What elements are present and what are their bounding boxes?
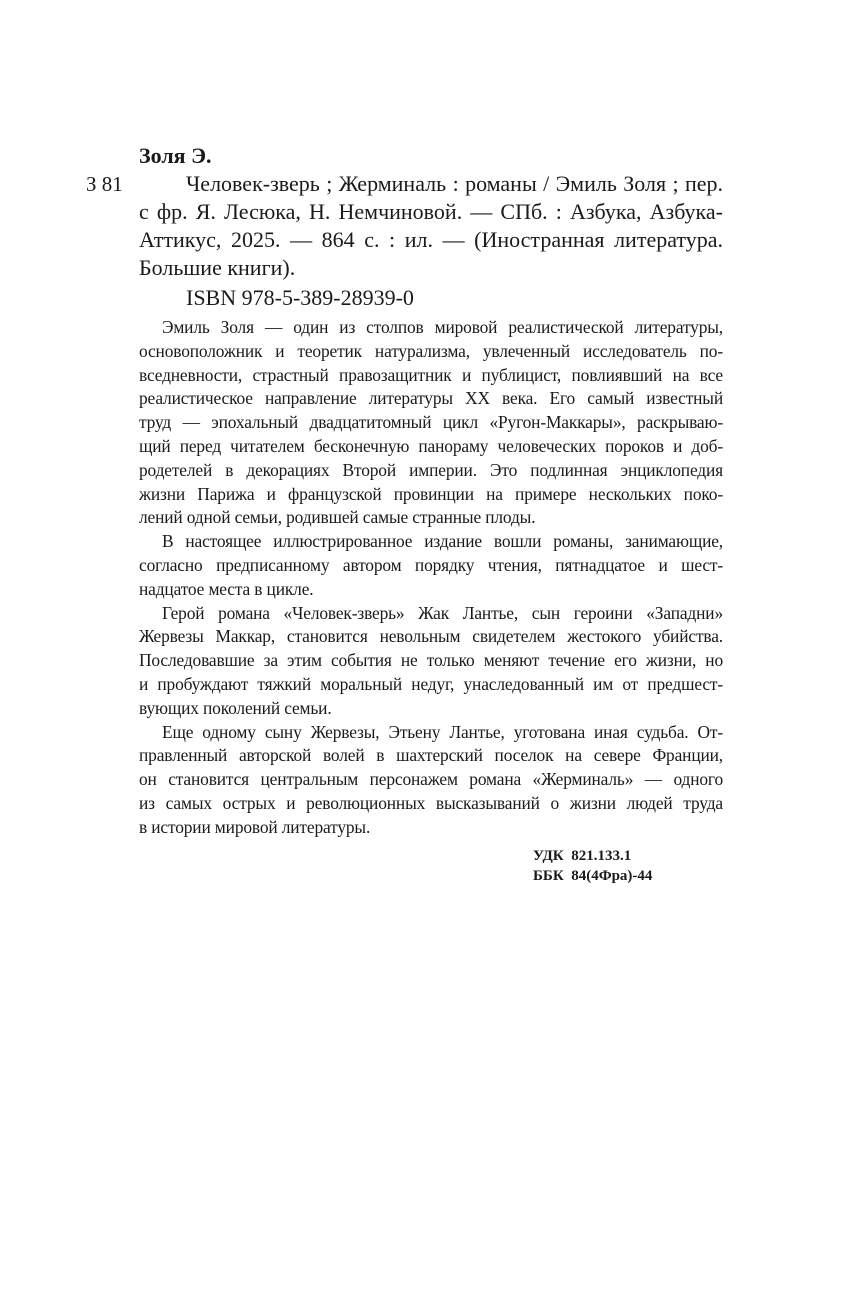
- annotation-line: щий перед читателем бесконечную панораму человеческих пороков и доб-: [139, 435, 723, 456]
- annotation-line: реалистическое направление литературы XX века. Его самый известный: [139, 388, 723, 409]
- annotation-line: Жервезы Маккар, становится невольным свидетелем жестокого убийства.: [139, 626, 723, 647]
- annotation-line: жизни Парижа и французской провинции на примере нескольких поко-: [139, 483, 723, 504]
- classification-codes: [533, 846, 726, 886]
- annotation-line: вующих поколений семьи.: [139, 697, 332, 718]
- annotation-line: Еще одному сыну Жервезы, Этьену Лантье, уготована иная судьба. От-: [162, 721, 723, 742]
- annotation-line: В настоящее иллюстрированное издание вошли романы, занимающие,: [162, 531, 723, 552]
- annotation-paragraph: [139, 316, 723, 530]
- catalog-card: [86, 142, 726, 886]
- description-line: Человек-зверь ; Жерминаль : романы / Эмиль Золя ; пер.: [186, 171, 723, 196]
- description-row: [86, 170, 726, 282]
- annotation-line: правленный авторской волей в шахтерский поселок на севере Франции,: [139, 745, 723, 766]
- annotation-paragraph: [139, 602, 723, 721]
- annotation-line: согласно предписанному автором порядку чтения, пятнадцатое и шест-: [139, 554, 723, 575]
- author-mark: З 81: [86, 172, 123, 196]
- annotation-line: Эмиль Золя — один из столпов мировой реалистической литературы,: [162, 317, 723, 337]
- annotation-line: вседневности, страстный правозащитник и публицист, повлиявший на все: [139, 364, 723, 385]
- author-row: [86, 142, 726, 170]
- description-line: Аттикус, 2025. — 864 с. : ил. — (Иностранная литература.: [139, 227, 723, 252]
- author-heading: Золя Э.: [139, 143, 212, 168]
- annotation-line: в истории мировой литературы.: [139, 816, 371, 837]
- annotation-line: родетелей в декорациях Второй империи. Это подлинная энциклопедия: [139, 459, 723, 480]
- annotation-line: надцатое места в цикле.: [139, 578, 314, 599]
- description-line: Большие книги).: [139, 255, 296, 280]
- description-line: с фр. Я. Лесюка, Н. Немчиновой. — СПб. : Азбука, Азбука-: [139, 199, 723, 224]
- udk-code: УДК 821.133.1: [533, 847, 632, 864]
- annotation-line: лений одной семьи, родившей самые странные плоды.: [139, 507, 536, 528]
- isbn: ISBN 978-5-389-28939-0: [186, 285, 414, 310]
- annotation-line: Последовавшие за этим события не только меняют течение его жизни, но: [139, 650, 723, 671]
- annotation-line: труд — эпохальный двадцатитомный цикл «Ругон-Маккары», раскрываю-: [139, 412, 723, 433]
- annotation-line: он становится центральным персонажем романа «Жерминаль» — одного: [139, 769, 723, 790]
- annotation-line: основоположник и теоретик натурализма, увлеченный исследователь по-: [139, 340, 723, 361]
- annotation-line: Герой романа «Человек-зверь» Жак Лантье, сын героини «Западни»: [162, 602, 723, 623]
- annotation-row: [86, 312, 726, 840]
- annotation-line: и пробуждают тяжкий моральный недуг, унаследованный им от предшест-: [139, 673, 723, 694]
- bibliographic-description: [139, 170, 723, 282]
- annotation-line: из самых острых и революционных высказываний о жизни людей труда: [139, 792, 723, 813]
- gutter: [86, 142, 139, 170]
- isbn-row: [86, 282, 726, 312]
- annotation-paragraph: [139, 530, 723, 601]
- bbk-code: ББК 84(4Фра)-44: [533, 867, 653, 884]
- annotation: [139, 316, 723, 840]
- annotation-paragraph: [139, 721, 723, 840]
